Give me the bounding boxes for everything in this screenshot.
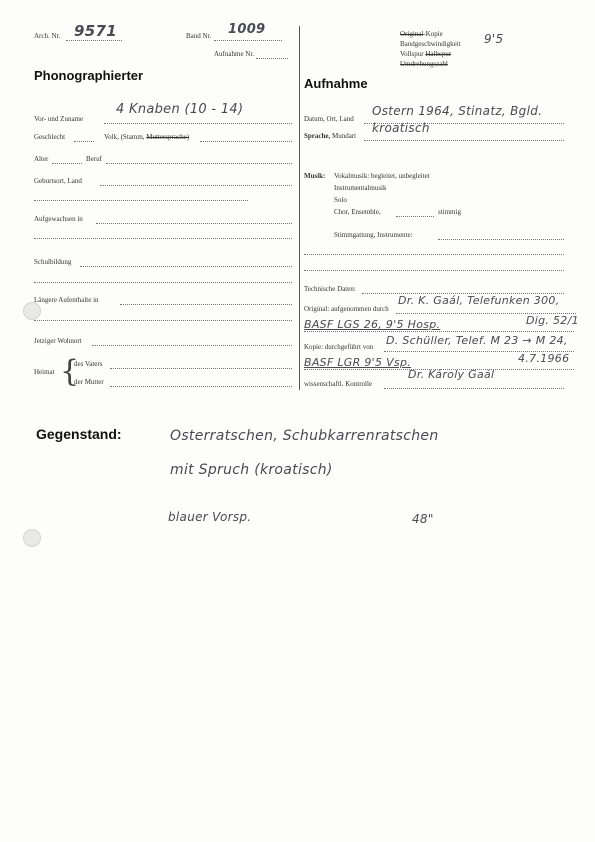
punch-hole-top [23,302,41,320]
bandgeschw-value: 9'5 [484,32,504,46]
sprache-value: kroatisch [372,121,430,135]
original-line2: BASF LGS 26, 9'5 Hosp. [304,318,441,331]
umdrehungszahl: Umdrehungszahl [400,60,448,68]
kopie-line2: BASF LGR 9'5 Vsp. [304,356,412,369]
datum-value: Ostern 1964, Stinatz, Bgld. [372,104,543,118]
alter-label: Alter [34,155,49,163]
musik-label: Musik: [304,172,326,180]
original-dig: Dig. 52/1 [526,314,579,327]
aufgewachsen-label: Aufgewachsen in [34,215,83,223]
vokalmusik-label: Vokalmusik: begleitet, unbegleitet [334,172,430,180]
mutter-label: der Mutter [74,378,104,386]
wohnort-label: Jetziger Wohnort [34,337,82,345]
geschlecht-label: Geschlecht [34,133,66,141]
stimmig-label: stimmig [438,208,461,216]
original-value: Dr. K. Gaál, Telefunken 300, [398,294,560,307]
solo-label: Solo [334,196,347,204]
name-value: 4 Knaben (10 - 14) [116,102,244,117]
spur: Vollspur Halbspur [400,50,452,58]
volk-label: Volk, (Stamm, Muttersprache) [104,133,190,141]
heimat-label: Heimat [34,368,55,376]
instrumental-label: Instrumentalmusik [334,184,387,192]
left-title: Phonographierter [34,68,144,83]
gegenstand-line1: Osterratschen, Schubkarrenratschen [170,428,439,444]
gegenstand-duration: 48" [412,512,434,526]
geburtsort-label: Geburtsort, Land [34,177,82,185]
schulbildung-label: Schulbildung [34,258,72,266]
gegenstand-label: Gegenstand: [36,426,122,442]
chor-label: Chor, Ensemble, [334,208,381,216]
band-label: Band Nr. [186,32,212,40]
kopie-label: Kopie: durchgeführt von [304,343,374,351]
right-title: Aufnahme [304,76,368,91]
kopie-date: 4.7.1966 [518,352,570,365]
band-value: 1009 [228,22,266,37]
kontrolle-label: wissenschaftl. Kontrolle [304,380,373,388]
arch-label: Arch. Nr. [34,32,61,40]
vater-label: des Vaters [74,360,103,368]
datum-label: Datum, Ort, Land [304,115,354,123]
name-label: Vor- und Zuname [34,115,84,123]
arch-value: 9571 [74,22,117,40]
kopie-value: D. Schüller, Telef. M 23 → M 24, [386,334,568,347]
column-divider [299,26,300,390]
aufnahme-nr-label: Aufnahme Nr. [214,50,255,58]
aufenthalte-label: Längere Aufenthalte in [34,296,99,304]
punch-hole-bottom [23,529,41,547]
heimat-bracket: { [60,354,80,389]
gegenstand-line2: mit Spruch (kroatisch) [170,462,333,478]
bandgeschw-label: Bandgeschwindigkeit [400,40,461,48]
stimmgattung-label: Stimmgattung, Instrumente: [334,231,413,239]
original-kopie: Original-Kopie [400,30,443,38]
beruf-label: Beruf [86,155,102,163]
original-label: Original: aufgenommen durch [304,305,389,313]
kontrolle-value: Dr. Károly Gaál [408,368,495,381]
gegenstand-note: blauer Vorsp. [168,510,252,524]
sprache-label: Sprache, Mundart [304,132,357,140]
technische-label: Technische Daten: [304,285,356,293]
